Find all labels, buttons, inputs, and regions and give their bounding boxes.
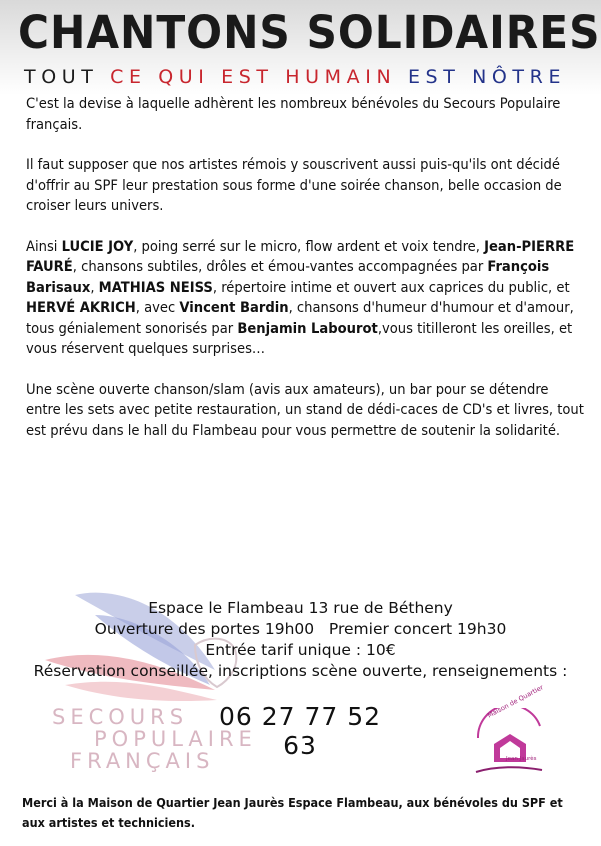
text-run: , poing serré sur le micro, flow ardent et voix tendre, (133, 237, 485, 255)
motto-word: HUMAIN (285, 66, 397, 88)
venue-address: Espace le Flambeau 13 rue de Bétheny (148, 599, 453, 617)
artists-paragraph (26, 237, 586, 360)
text-run: , chansons d'humeur d'humour et d'amour, tous génialement sonorisés par (26, 299, 574, 337)
text-run: ,vous titilleront les oreilles, et vous réservent quelques surprises… (26, 319, 573, 357)
motto-word: EST (221, 66, 274, 88)
concert-time: Premier concert 19h30 (328, 620, 507, 638)
wordmark-line: POPULAIRE (94, 727, 257, 751)
thanks-footer: Merci à la Maison de Quartier Jean Jaurès Espace Flambeau, aux bénévoles du SPF et aux artistes et techniciens. (22, 795, 563, 830)
wordmark-line: SECOURS (52, 705, 189, 729)
intro-paragraph: C'est la devise à laquelle adhèrent les nombreux bénévoles du Secours Populaire français. (26, 95, 561, 133)
artist-name: Vincent Bardin (179, 299, 289, 316)
doors-time: Ouverture des portes 19h00 (94, 620, 315, 638)
motto-word: CE (110, 66, 147, 88)
poster-title: CHANTONS SOLIDAIRES (18, 6, 601, 59)
phone-number: 06 27 77 52 63 (218, 702, 382, 760)
maison-de-quartier-sub: Jean Jaurès (506, 756, 537, 762)
artist-name: HERVÉ AKRICH (26, 299, 136, 316)
motto-word: TOUT (24, 66, 99, 88)
text-run: , avec (135, 299, 180, 316)
schedule-line (0, 619, 601, 640)
wordmark-line: FRANÇAIS (70, 749, 215, 773)
artist-name: LUCIE JOY (61, 237, 134, 255)
motto-word: QUI (158, 66, 210, 88)
artists-intent-paragraph: Il faut supposer que nos artistes rémois y souscrivent aussi puis-qu'ils ont décidé d'offrir au SPF leur prestation sous forme d'une soirée chanson, belle occasion de croiser leurs univers. (26, 156, 562, 214)
event-details-paragraph: Une scène ouverte chanson/slam (avis aux amateurs), un bar pour se détendre entre les sets avec petite restauration, un stand de dédi-caces de CD's et livres, tout est prévu dans le hall du Flambeau pour vous permettre de soutenir la solidarité. (26, 380, 584, 439)
text-run: Ainsi (26, 237, 62, 255)
maison-de-quartier-logo (470, 708, 548, 778)
poster-body (26, 94, 586, 461)
motto-word: NÔTRE (472, 66, 567, 88)
ticket-price: Entrée tarif unique : 10€ (205, 641, 396, 659)
artist-name: Jean-PIERRE FAURÉ (26, 237, 575, 275)
motto (24, 66, 584, 88)
maison-de-quartier-name: Maison de Quartier (486, 683, 545, 720)
motto-word: EST (407, 66, 461, 88)
reservation-note: Réservation conseillée, inscriptions scène ouverte, renseignements : (33, 662, 568, 680)
text-run: , répertoire intime et ouvert aux caprices du public, et (212, 278, 570, 296)
artist-name: Benjamin Labourot (237, 319, 378, 337)
artist-name: François Barisaux (26, 258, 550, 296)
artist-name: MATHIAS NEISS (98, 278, 213, 296)
text-run: , (90, 278, 99, 296)
swoosh-icon (476, 767, 542, 772)
event-info (0, 598, 601, 682)
text-run: , chansons subtiles, drôles et émou-vantes accompagnées par (72, 258, 488, 275)
